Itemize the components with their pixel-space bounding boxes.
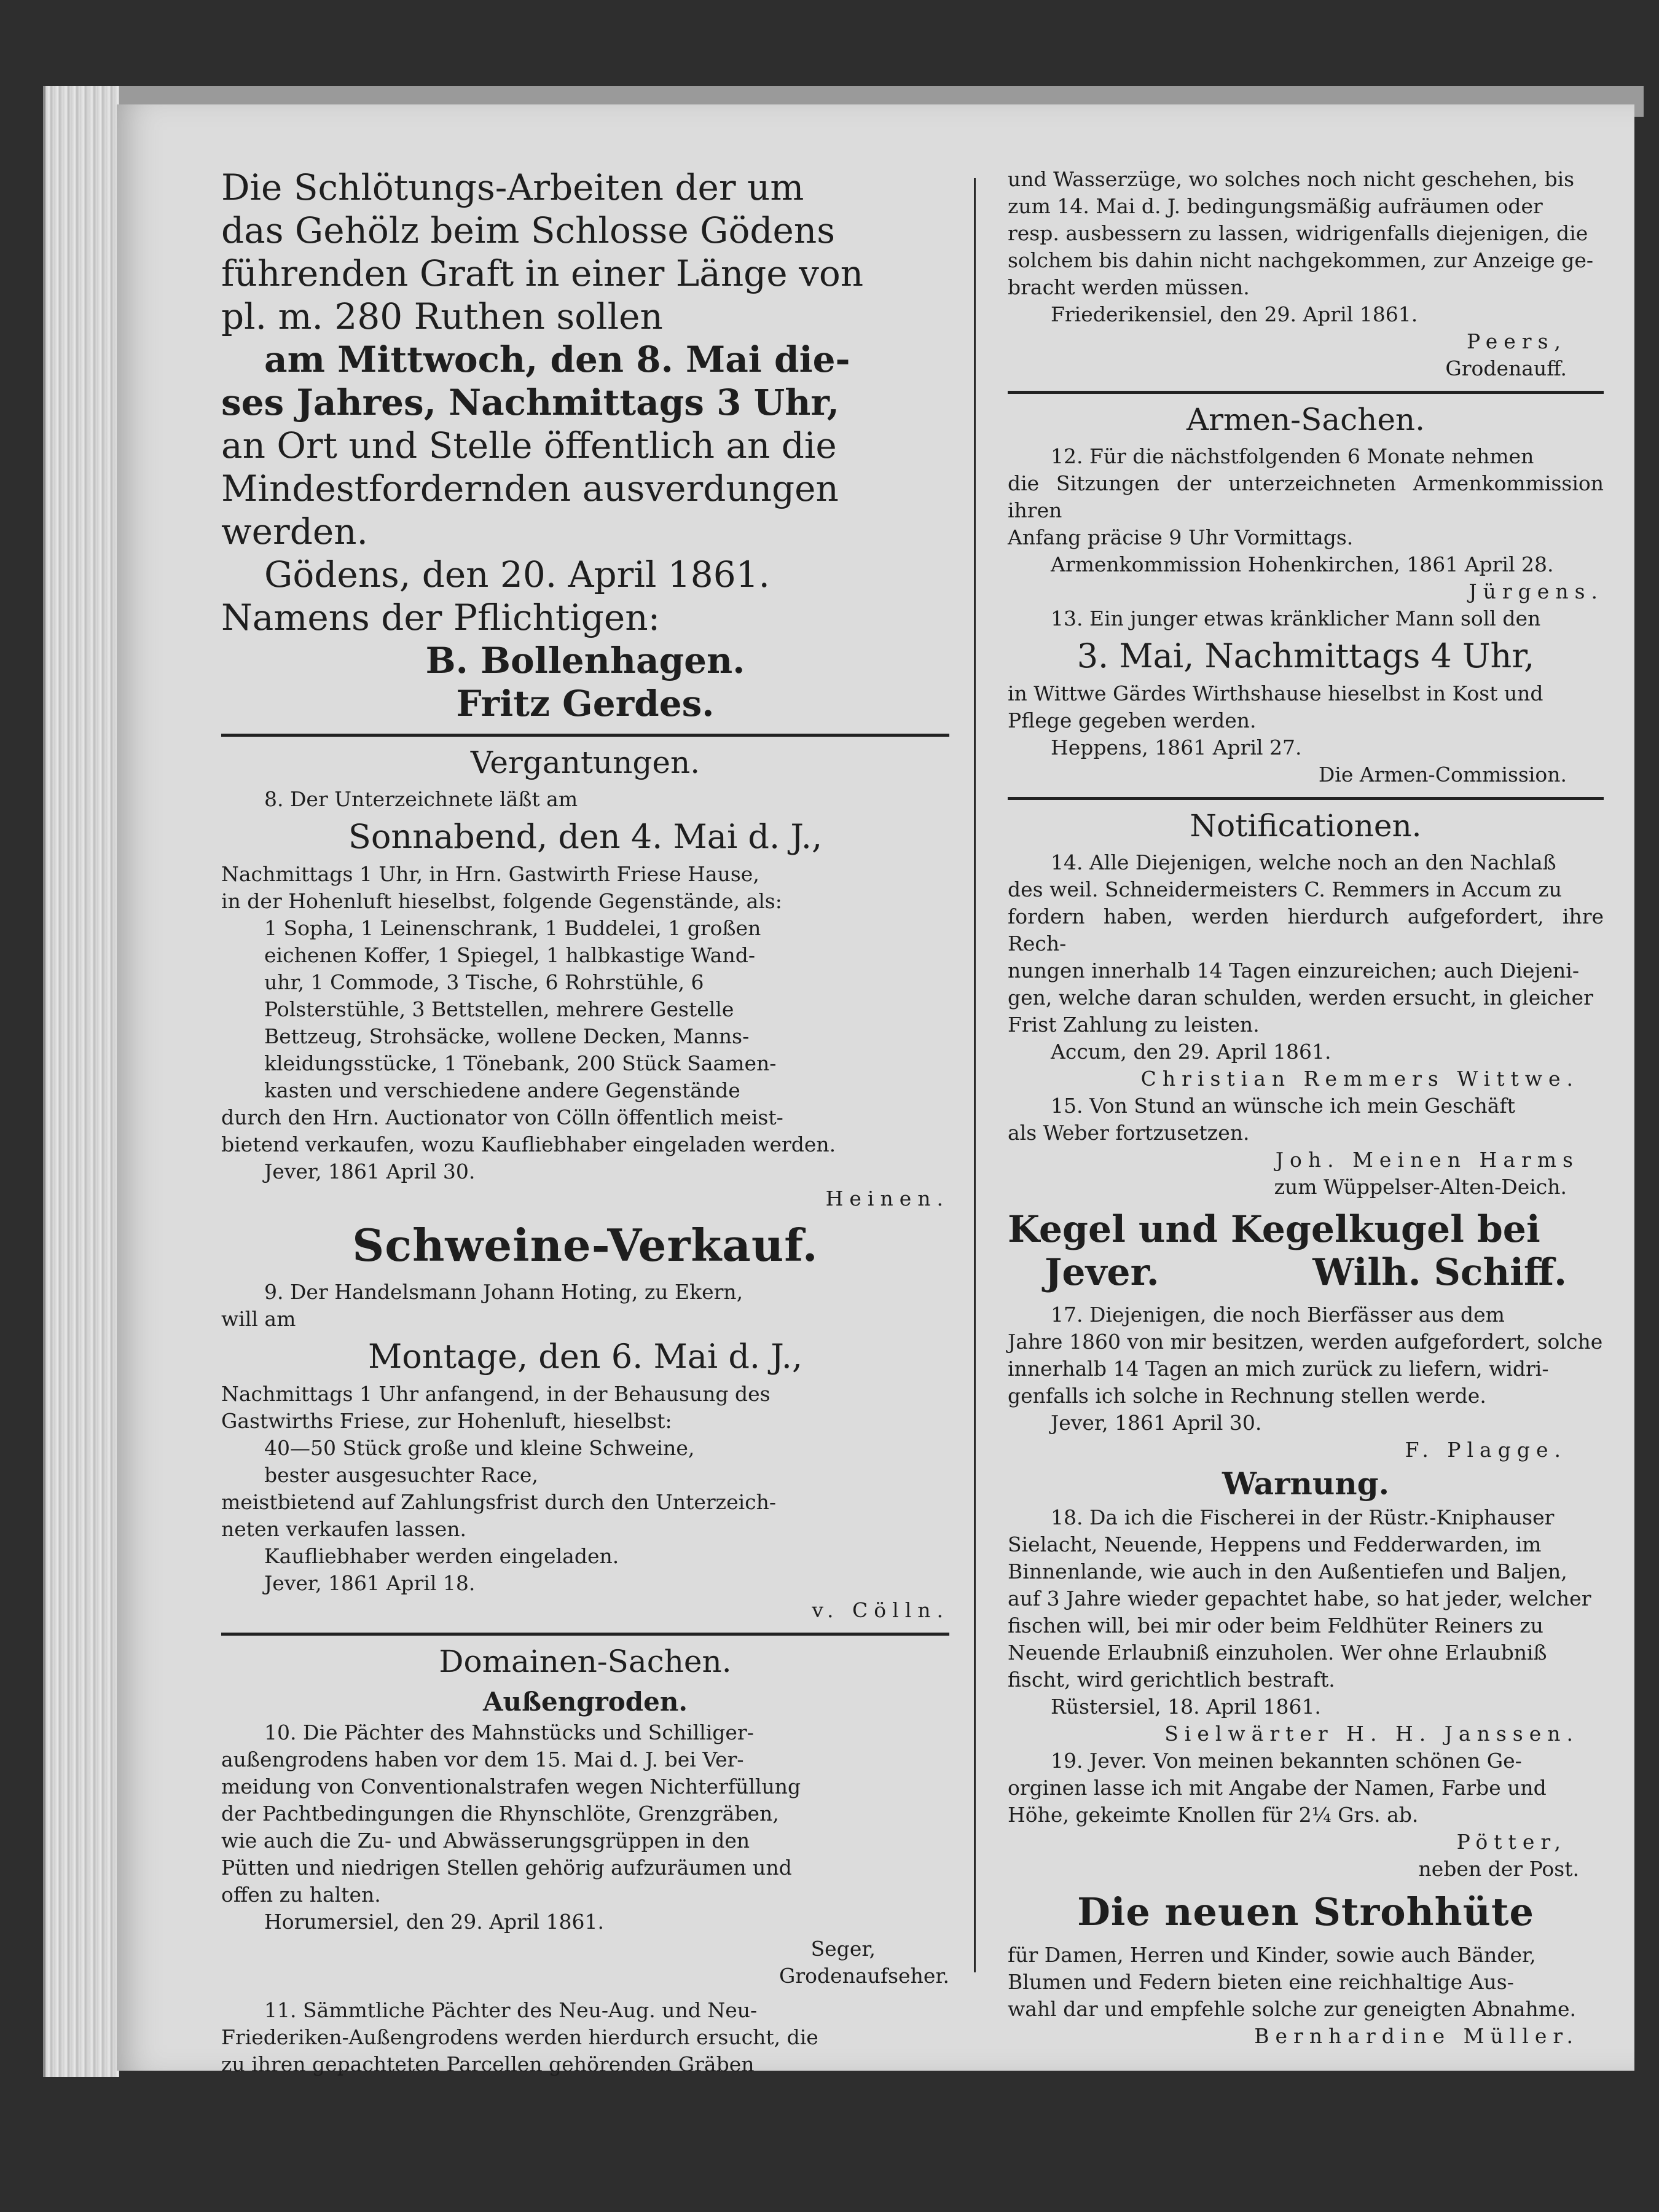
intro-rest-line: an Ort und Stelle öffentlich an die [221, 425, 837, 466]
text-line: und Wasserzüge, wo solches noch nicht geschehen, bis [1008, 167, 1575, 191]
signature: Grodenauff. [1445, 356, 1567, 380]
place-date: Horumersiel, den 29. April 1861. [264, 1910, 604, 1934]
item-line: kleidungsstücke, 1 Tönebank, 200 Stück Saamen- [264, 1051, 777, 1075]
intro-bold-line: am Mittwoch, den 8. Mai die- [264, 339, 850, 380]
kegel-heading: Kegel und Kegelkugel bei [1008, 1208, 1540, 1251]
signature: zum Wüppelser-Alten-Deich. [1274, 1175, 1567, 1199]
item-intro: 8. Der Unterzeichnete läßt am [264, 787, 578, 811]
text-line: meidung von Conventionalstrafen wegen Nichterfüllung [221, 1775, 801, 1798]
item-line: kasten und verschiedene andere Gegenstände [264, 1078, 740, 1102]
place-date: Accum, den 29. April 1861. [1051, 1040, 1332, 1064]
text-line: orginen lasse ich mit Angabe der Namen, Farbe und [1008, 1776, 1547, 1800]
intro-rest-line: Mindestfordernden ausverdungen [221, 468, 839, 509]
text-line: zu ihren gepachteten Parcellen gehörenden Gräben [221, 2052, 755, 2076]
signature: neben der Post. [1418, 1857, 1579, 1881]
signature: Bernhardine Müller. [1254, 2024, 1579, 2048]
signature: Heinen. [825, 1186, 949, 1210]
section-armen [1008, 400, 1604, 788]
signature: Seger, [810, 1937, 876, 1961]
text-line: wahl dar und empfehle solche zur geneigten Abnahme. [1008, 1997, 1577, 2021]
place-date: Armenkommission Hohenkirchen, 1861 April 28. [1051, 552, 1554, 576]
text-line: wie auch die Zu- und Abwässerungsgrüppen in den [221, 1829, 750, 1853]
place-date: Rüstersiel, 18. April 1861. [1051, 1695, 1321, 1719]
section-vergantungen [221, 743, 949, 1212]
section-rule [221, 1633, 949, 1636]
notice-schloetung [221, 166, 949, 725]
section-rule [221, 734, 949, 737]
text-line: Jahre 1860 von mir besitzen, werden aufgefordert, solche [1008, 1330, 1603, 1354]
place-date: Jever, 1861 April 30. [264, 1159, 476, 1183]
text-line: genfalls ich solche in Rechnung stellen werde. [1008, 1384, 1486, 1408]
event-date: 3. Mai, Nachmittags 4 Uhr, [1077, 637, 1535, 675]
warnung-heading: Warnung. [1222, 1465, 1389, 1502]
column-divider [974, 178, 976, 1972]
signature: v. Cölln. [812, 1598, 949, 1622]
text-line: bietend verkaufen, wozu Kaufliebhaber eingeladen werden. [221, 1132, 836, 1156]
notice-continuation [1008, 166, 1604, 382]
item-line: Bettzeug, Strohsäcke, wollene Decken, Manns- [264, 1024, 750, 1048]
text-line: für Damen, Herren und Kinder, sowie auch Bänder, [1008, 1943, 1536, 1967]
text-line: Friederiken-Außengrodens werden hierdurch ersucht, die [221, 2025, 818, 2049]
text-line: bracht werden müssen. [1008, 275, 1250, 299]
text-line: Nachmittags 1 Uhr, in Hrn. Gastwirth Friese Hause, [221, 862, 759, 886]
place-date: Jever, 1861 April 30. [1051, 1411, 1262, 1435]
text-line: der Pachtbedingungen die Rhynschlöte, Grenzgräben, [221, 1802, 779, 1826]
place-date: Friederikensiel, den 29. April 1861. [1051, 302, 1418, 326]
section-heading: Armen-Sachen. [1186, 402, 1426, 437]
text-line: Neuende Erlaubniß einzuholen. Wer ohne Erlaubniß [1008, 1641, 1547, 1665]
kegel-name: Wilh. Schiff. [1312, 1251, 1567, 1294]
signature: Die Armen-Commission. [1318, 763, 1567, 786]
intro-line: das Gehölz beim Schlosse Gödens [221, 210, 835, 251]
kegel-subheading [1008, 1251, 1604, 1294]
intro-rest-line: werden. [221, 511, 368, 552]
strohhuete-heading: Die neuen Strohhüte [1077, 1889, 1534, 1934]
place-date: Jever, 1861 April 18. [264, 1571, 476, 1595]
text-line: 15. Von Stund an wünsche ich mein Geschäft [1051, 1094, 1515, 1118]
item-line: 40—50 Stück große und kleine Schweine, [264, 1436, 695, 1460]
text-line: 18. Da ich die Fischerei in der Rüstr.-Kniphauser [1051, 1505, 1555, 1529]
text-line: in der Hohenluft hieselbst, folgende Gegenstände, als: [221, 889, 782, 913]
text-line: die Sitzungen der unterzeichneten Armenkommission ihren [1008, 471, 1604, 522]
section-notificationen [1008, 806, 1604, 2050]
kegel-place: Jever. [1045, 1251, 1159, 1294]
text-line: 19. Jever. Von meinen bekannten schönen Ge- [1051, 1749, 1522, 1773]
section-heading: Vergantungen. [470, 745, 700, 780]
text-line: Nachmittags 1 Uhr anfangend, in der Behausung des [221, 1382, 771, 1406]
intro-line: führenden Graft in einer Länge von [221, 253, 864, 294]
text-line: des weil. Schneidermeisters C. Remmers in Accum zu [1008, 877, 1562, 901]
text-line: Binnenlande, wie auch in den Außentiefen und Baljen, [1008, 1559, 1567, 1583]
item-line: eichenen Koffer, 1 Spiegel, 1 halbkastige Wand- [264, 943, 756, 967]
text-line: neten verkaufen lassen. [221, 1517, 467, 1541]
text-line: solchem bis dahin nicht nachgekommen, zur Anzeige ge- [1008, 248, 1594, 272]
intro-line: Die Schlötungs-Arbeiten der um [221, 167, 804, 208]
signature: Sielwärter H. H. Janssen. [1164, 1722, 1579, 1746]
auction-date: Montage, den 6. Mai d. J., [367, 1337, 803, 1376]
text-line: 10. Die Pächter des Mahnstücks und Schilliger- [264, 1720, 754, 1744]
right-column [1008, 166, 1604, 2050]
section-rule [1008, 797, 1604, 800]
item-line: uhr, 1 Commode, 3 Tische, 6 Rohrstühle, 6 [264, 970, 704, 994]
text-line: fordern haben, werden hierdurch aufgefordert, ihre Rech- [1008, 904, 1604, 955]
text-line: zum 14. Mai d. J. bedingungsmäßig aufräumen oder [1008, 194, 1543, 218]
display-heading: Schweine-Verkauf. [352, 1219, 818, 1271]
text-line: 12. Für die nächstfolgenden 6 Monate nehmen [1051, 444, 1534, 468]
item-line: 1 Sopha, 1 Leinenschrank, 1 Buddelei, 1 großen [264, 916, 761, 940]
signature: Grodenaufseher. [779, 1964, 949, 1988]
signature: Fritz Gerdes. [456, 683, 715, 724]
signature: Pötter, [1456, 1830, 1567, 1854]
text-line: Gastwirths Friese, zur Hohenluft, hieselbst: [221, 1409, 672, 1433]
text-line: in Wittwe Gärdes Wirthshause hieselbst in Kost und [1008, 681, 1543, 705]
text-line: 14. Alle Diejenigen, welche noch an den Nachlaß [1051, 850, 1556, 874]
signature: Jürgens. [1469, 579, 1604, 603]
text-line: außengrodens haben vor dem 15. Mai d. J. bei Ver- [221, 1747, 744, 1771]
signature: Joh. Meinen Harms [1275, 1148, 1579, 1172]
item-intro: will am [221, 1307, 296, 1331]
signature: Christian Remmers Wittwe. [1140, 1067, 1579, 1091]
signature: Peers, [1467, 329, 1567, 353]
text-line: Pflege gegeben werden. [1008, 708, 1257, 732]
intro-bold-line: ses Jahres, Nachmittags 3 Uhr, [221, 382, 839, 423]
text-line: als Weber fortzusetzen. [1008, 1121, 1250, 1145]
auction-date: Sonnabend, den 4. Mai d. J., [348, 817, 823, 856]
notice-date: Gödens, den 20. April 1861. [264, 554, 770, 595]
namens-line: Namens der Pflichtigen: [221, 597, 661, 638]
signature: F. Plagge. [1405, 1438, 1567, 1462]
text-line: nungen innerhalb 14 Tagen einzureichen; auch Diejeni- [1008, 959, 1579, 982]
text-line: offen zu halten. [221, 1883, 381, 1907]
intro-line: pl. m. 280 Ruthen sollen [221, 296, 663, 337]
text-line: meistbietend auf Zahlungsfrist durch den Unterzeich- [221, 1490, 777, 1514]
section-heading: Notificationen. [1190, 808, 1422, 844]
item-intro: 13. Ein junger etwas kränklicher Mann soll den [1051, 606, 1541, 630]
text-line: fischt, wird gerichtlich bestraft. [1008, 1668, 1335, 1692]
text-line: Anfang präcise 9 Uhr Vormittags. [1008, 525, 1354, 549]
text-line: Frist Zahlung zu leisten. [1008, 1013, 1260, 1037]
left-column [221, 166, 949, 2078]
text-line: 11. Sämmtliche Pächter des Neu-Aug. und Neu- [264, 1998, 758, 2022]
text-line: Kaufliebhaber werden eingeladen. [264, 1544, 619, 1568]
text-line: Pütten und niedrigen Stellen gehörig aufzuräumen und [221, 1856, 792, 1880]
text-line: Blumen und Federn bieten eine reichhaltige Aus- [1008, 1970, 1514, 1994]
section-heading: Domainen-Sachen. [439, 1644, 732, 1679]
text-line: resp. ausbessern zu lassen, widrigenfalls diejenigen, die [1008, 221, 1588, 245]
text-line: Sielacht, Neuende, Heppens und Fedderwarden, im [1008, 1532, 1542, 1556]
book-page-edges [43, 86, 119, 2077]
text-line: gen, welche daran schulden, werden ersucht, in gleicher [1008, 986, 1593, 1010]
item-line: bester ausgesuchter Race, [264, 1463, 538, 1487]
section-domainen [221, 1642, 949, 2078]
text-line: auf 3 Jahre wieder gepachtet habe, so hat jeder, welcher [1008, 1586, 1591, 1610]
section-rule [1008, 391, 1604, 394]
text-line: durch den Hrn. Auctionator von Cölln öffentlich meist- [221, 1105, 783, 1129]
notice-schweine [221, 1218, 949, 1624]
item-intro: 9. Der Handelsmann Johann Hoting, zu Ekern, [264, 1280, 743, 1304]
text-line: 17. Diejenigen, die noch Bierfässer aus dem [1051, 1303, 1505, 1327]
text-line: Höhe, gekeimte Knollen für 2¼ Grs. ab. [1008, 1803, 1419, 1827]
item-line: Polsterstühle, 3 Bettstellen, mehrere Gestelle [264, 997, 734, 1021]
text-line: fischen will, bei mir oder beim Feldhüter Reiners zu [1008, 1614, 1543, 1637]
place-date: Heppens, 1861 April 27. [1051, 735, 1302, 759]
signature: B. Bollenhagen. [425, 640, 745, 681]
text-line: innerhalb 14 Tagen an mich zurück zu liefern, widri- [1008, 1357, 1549, 1381]
section-subheading: Außengroden. [482, 1687, 688, 1717]
